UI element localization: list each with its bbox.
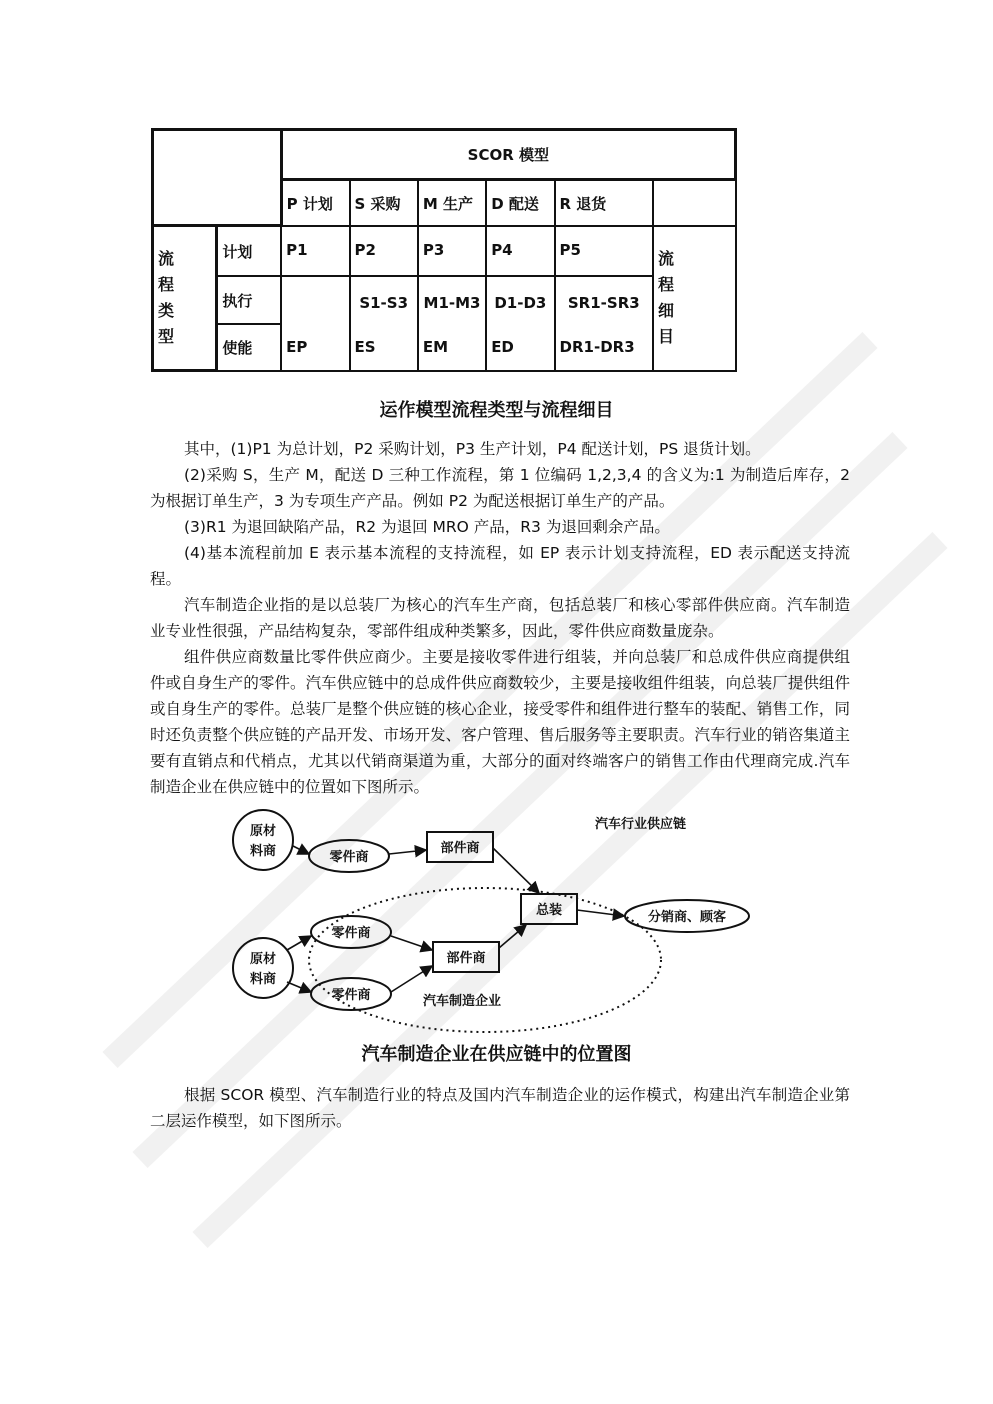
row-group-label: 流 程 类 型 xyxy=(153,226,217,371)
assembly-label: 总装 xyxy=(535,903,563,918)
row-label-plan: 计划 xyxy=(217,226,281,276)
raw-supplier-bottom-label-2: 料商 xyxy=(249,972,277,987)
table-cell: S1-S3 xyxy=(350,276,418,324)
column-header-return: R 退货 xyxy=(555,180,654,226)
table-cell: DR1-DR3 xyxy=(555,324,654,370)
paragraph: (4)基本流程前加 E 表示基本流程的支持流程，如 EP 表示计划支持流程，ED 表示配送支持流程。 xyxy=(150,544,850,588)
arrow xyxy=(499,925,526,948)
raw-supplier-top-node xyxy=(233,810,293,870)
table-cell: P4 xyxy=(486,226,554,276)
table-caption: 运作模型流程类型与流程细目 xyxy=(379,400,614,421)
arrow xyxy=(389,850,426,854)
distributor-label: 分销商、顾客 xyxy=(647,910,727,925)
paragraph: 其中，(1)P1 为总计划，P2 采购计划，P3 生产计划，P4 配送计划，PS 退货计划。 xyxy=(184,440,761,458)
paragraph: 根据 SCOR 模型、汽车制造行业的特点及国内汽车制造企业的运作模式，构建出汽车制造企业第二层运作模型，如下图所示。 xyxy=(150,1086,850,1130)
table-cell: EP xyxy=(281,324,349,370)
arrow xyxy=(293,846,309,854)
table-cell: P2 xyxy=(350,226,418,276)
diagram-caption: 汽车制造企业在供应链中的位置图 xyxy=(361,1044,632,1065)
table-cell: EM xyxy=(418,324,486,370)
raw-supplier-bottom-label-1: 原材 xyxy=(249,952,277,967)
row-label-enable: 使能 xyxy=(217,324,281,370)
parts-supplier-low-label: 零件商 xyxy=(331,988,371,1003)
column-header-make: M 生产 xyxy=(418,180,486,226)
scor-table xyxy=(151,128,737,372)
row-label-execute: 执行 xyxy=(217,276,281,324)
raw-supplier-bottom-node xyxy=(233,938,293,998)
column-header-source: S 采购 xyxy=(350,180,418,226)
table-cell: P5 xyxy=(555,226,654,276)
table-cell: M1-M3 xyxy=(418,276,486,324)
arrow xyxy=(287,982,311,992)
arrow xyxy=(391,936,432,950)
table-cell: SR1-SR3 xyxy=(555,276,654,324)
column-header-plan: P 计划 xyxy=(281,180,349,226)
arrow xyxy=(391,966,432,992)
table-cell xyxy=(281,276,349,324)
table-cell: P3 xyxy=(418,226,486,276)
parts-supplier-top-label: 零件商 xyxy=(329,850,369,865)
arrow xyxy=(493,848,539,893)
table-cell: ES xyxy=(350,324,418,370)
row-detail-label: 流 程 细 目 xyxy=(653,226,735,371)
table-header-scor: SCOR 模型 xyxy=(281,130,735,180)
column-header-deliver: D 配送 xyxy=(486,180,554,226)
supply-chain-diagram xyxy=(225,798,785,1038)
paragraph: (2)采购 S，生产 M，配送 D 三种工作流程，第 1 位编码 1,2,3,4 的含义为:1 为制造后库存，2 为根据订单生产，3 为专项生产产品。例如 P2 为配送根据订单生产的产品。 xyxy=(150,466,850,510)
table-cell: P1 xyxy=(281,226,349,276)
table-cell: ED xyxy=(486,324,554,370)
arrow xyxy=(287,936,311,950)
component-supplier-low-label: 部件商 xyxy=(446,951,486,966)
parts-supplier-mid-label: 零件商 xyxy=(331,926,371,941)
paragraph: 汽车制造企业指的是以总装厂为核心的汽车生产商，包括总装厂和核心零部件供应商。汽车制造业专业性很强，产品结构复杂，零部件组成种类繁多，因此，零件供应商数量庞杂。 xyxy=(150,596,850,640)
diagram-title: 汽车行业供应链 xyxy=(595,817,687,832)
component-supplier-top-label: 部件商 xyxy=(440,841,480,856)
raw-supplier-top-label-2: 料商 xyxy=(249,844,277,859)
column-header-empty xyxy=(653,180,735,226)
table-corner-cell xyxy=(153,130,282,226)
enterprise-label: 汽车制造企业 xyxy=(423,994,502,1009)
table-cell: D1-D3 xyxy=(486,276,554,324)
paragraph: 组件供应商数量比零件供应商少。主要是接收零件进行组装，并向总装厂和总成件供应商提供组件或自身生产的零件。汽车供应链中的总成件供应商数较少，主要是接收组件组装，向总装厂提供组件或自身生产的零件。总装厂是整个供应链的核心企业，接受零件和组件进行整车的装配、销售工作，同时还负责整个供应链的产品开发、市场开发、客户管理、售后服务等主要职责。汽车行业的销咨集道主要有直销点和代梢点，尤其以代销商渠道为重，大部分的面对终端客户的销售工作由代理商完成.汽车制造企业在供应链中的位置如下图所示。 xyxy=(150,648,850,796)
raw-supplier-top-label-1: 原材 xyxy=(249,824,277,839)
paragraph: (3)R1 为退回缺陷产品，R2 为退回 MRO 产品，R3 为退回剩余产品。 xyxy=(184,518,670,536)
